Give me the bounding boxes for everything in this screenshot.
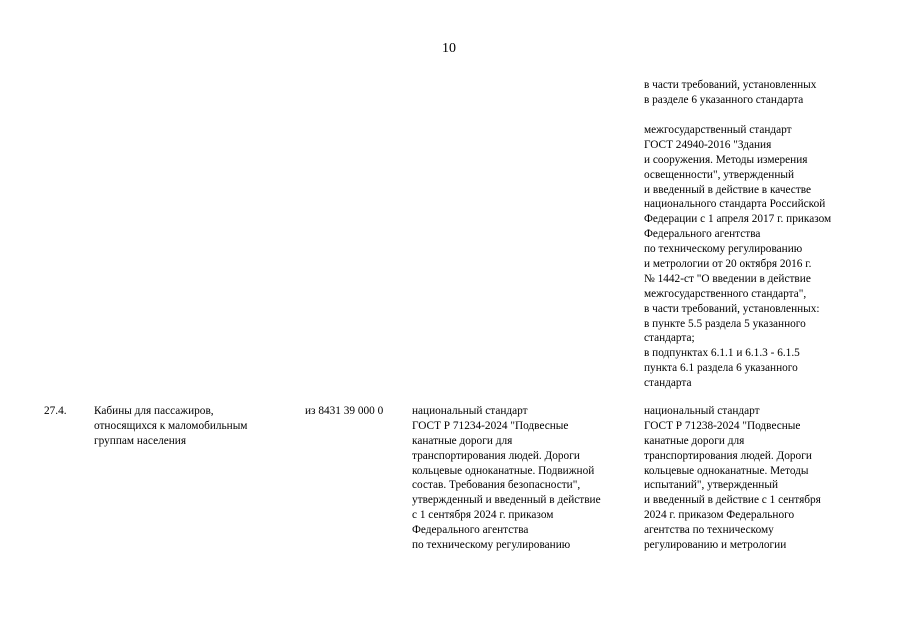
text-line: и введенный в действие в качестве [644, 183, 812, 196]
text-line: утвержденный и введенный в действие [412, 494, 601, 507]
text-line: в части требований, установленных: [644, 302, 820, 315]
test-methods-standard-cell [644, 404, 821, 553]
text-line: пункта 6.1 раздела 6 указанного [644, 362, 798, 375]
text-line: канатные дороги для [644, 434, 745, 447]
text-line: Федерального агентства [644, 228, 761, 241]
text-line: с 1 сентября 2024 г. приказом [412, 509, 554, 522]
text-line: транспортирования людей. Дороги [644, 449, 812, 462]
text-line: кольцевые одноканатные. Подвижной [412, 464, 595, 477]
text-line: канатные дороги для [412, 434, 513, 447]
text-line: стандарта [644, 377, 692, 390]
text-line: Федерации с 1 апреля 2017 г. приказом [644, 213, 832, 226]
text-line: освещенности", утвержденный [644, 168, 795, 181]
text-line: в разделе 6 указанного стандарта [644, 93, 804, 106]
text-line: ГОСТ Р 71238-2024 "Подвесные [644, 419, 801, 432]
text-line: в части требований, установленных [644, 79, 817, 91]
text-line: Федерального агентства [412, 524, 529, 537]
text-line: национальный стандарт [644, 405, 760, 417]
text-line: группам населения [94, 434, 187, 447]
text-line: № 1442-ст "О введении в действие [644, 272, 811, 285]
continuation-requirements-block [644, 78, 816, 108]
text-line: транспортирования людей. Дороги [412, 449, 580, 462]
text-line: межгосударственного стандарта", [644, 287, 807, 300]
product-name-cell [94, 404, 247, 449]
text-line: и сооружения. Методы измерения [644, 153, 808, 166]
text-line: по техническому регулированию [644, 243, 803, 256]
text-line: ГОСТ Р 71234-2024 "Подвесные [412, 419, 569, 432]
safety-standard-cell [412, 404, 601, 553]
text-line: состав. Требования безопасности", [412, 479, 581, 492]
continuation-standard-block [644, 123, 831, 391]
text-line: относящихся к маломобильным [94, 419, 248, 432]
text-line: по техническому регулированию [412, 539, 571, 552]
text-line: испытаний", утвержденный [644, 479, 778, 492]
text-line: регулированию и метрологии [644, 539, 787, 552]
text-line: в пункте 5.5 раздела 5 указанного [644, 317, 806, 330]
text-line: агентства по техническому [644, 524, 774, 537]
row-number: 27.4. [44, 405, 67, 417]
text-line: национального стандарта Российской [644, 198, 826, 211]
text-line: и метрологии от 20 октября 2016 г. [644, 258, 812, 271]
page-number: 10 [442, 41, 456, 56]
text-line: 2024 г. приказом Федерального [644, 509, 795, 522]
text-line: и введенный в действие с 1 сентября [644, 494, 821, 507]
text-line: Кабины для пассажиров, [94, 405, 214, 417]
text-line: ГОСТ 24940-2016 "Здания [644, 138, 772, 151]
text-line: национальный стандарт [412, 405, 528, 417]
text-line: стандарта; [644, 332, 695, 345]
text-line: в подпунктах 6.1.1 и 6.1.3 - 6.1.5 [644, 347, 800, 360]
text-line: межгосударственный стандарт [644, 124, 792, 136]
tn-ved-code-cell: из 8431 39 000 0 [305, 405, 384, 417]
text-line: кольцевые одноканатные. Методы [644, 464, 809, 477]
